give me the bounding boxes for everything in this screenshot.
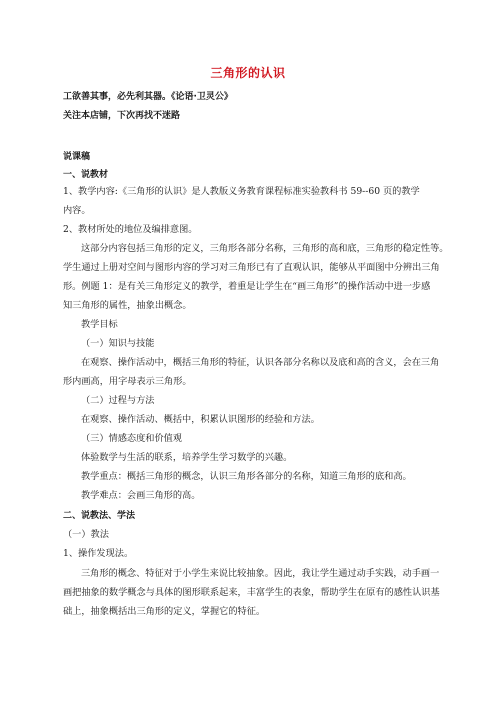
goal-3-heading: （三）情感态度和价值观 [81, 433, 183, 444]
page-title: 三角形的认识 [210, 66, 286, 80]
quote-line: 工欲善其事，必先利其器。《论语·卫灵公》 [63, 92, 233, 102]
goal-1-line-a: 在观察、操作活动中，概括三角形的特征，认识各部分名称以及底和高的含义，会在三角 [81, 357, 440, 368]
method-1: 1、操作发现法。 [63, 548, 134, 559]
para-1-line-c: 形。例题 1：是有关三角形定义的教学，着重是让学生在“画三角形”的操作活动中进一步感 [63, 281, 431, 292]
section-heading-1: 一、说教材 [63, 170, 109, 180]
section-heading-2: 二、说教法、学法 [63, 511, 136, 521]
goal-2-heading: （二）过程与方法 [81, 395, 155, 406]
item-2: 2、教材所处的地位及编排意图。 [63, 224, 198, 235]
follow-line: 关注本店铺，下次再找不迷路 [63, 111, 181, 121]
para-1-line-d: 知三角形的属性，抽象出概念。 [63, 300, 192, 311]
item-1-line-b: 内容。 [63, 205, 91, 216]
goal-1-line-b: 形内画高，用字母表示三角形。 [63, 376, 192, 387]
para-2-line-a: 三角形的概念、特征对于小学生来说比较抽象。因此，我让学生通过动手实践，动手画一 [81, 568, 440, 579]
heading-main: 说课稿 [63, 152, 91, 162]
goals-heading: 教学目标 [81, 319, 118, 330]
para-1-line-a: 这部分内容包括三角形的定义，三角形各部分名称，三角形的高和底，三角形的稳定性等。 [81, 243, 449, 254]
key-point: 教学重点：概括三角形的概念，认识三角形各部分的名称，知道三角形的底和高。 [81, 471, 412, 482]
para-2-line-c: 础上，抽象概括出三角形的定义，掌握它的特征。 [63, 606, 266, 617]
item-1-line-a: 1、教学内容:《三角形的认识》是人教版义务教育课程标准实验教科书 59--60 页的教学 [63, 186, 420, 197]
goal-2-line-a: 在观察、操作活动、概括中，积累认识图形的经验和方法。 [81, 414, 320, 425]
para-1-line-b: 学生通过上册对空间与图形内容的学习对三角形已有了直观认识，能够从平面图中分辨出三角 [63, 262, 440, 273]
goal-3-line-a: 体验数学与生活的联系，培养学生学习数学的兴趣。 [81, 452, 293, 463]
para-2-line-b: 画把抽象的数学概念与具体的图形联系起来，丰富学生的表象，帮助学生在原有的感性认识基 [63, 587, 440, 598]
method-heading: （一）教法 [63, 529, 109, 540]
difficulty: 教学难点：会画三角形的高。 [81, 490, 201, 501]
goal-1-heading: （一）知识与技能 [81, 338, 155, 349]
